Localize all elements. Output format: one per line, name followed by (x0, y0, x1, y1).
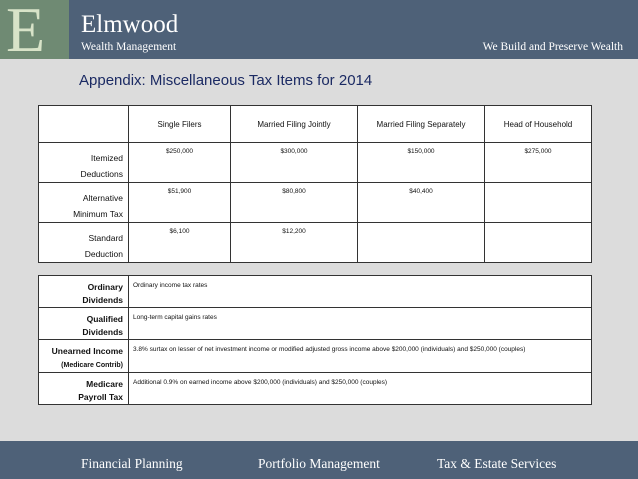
row-header: Itemized Deductions (39, 143, 129, 183)
table-cell: $300,000 (231, 143, 358, 183)
table-cell: $80,800 (231, 183, 358, 223)
logo (0, 0, 69, 65)
table-cell: $51,900 (129, 183, 231, 223)
table-cell: $150,000 (358, 143, 485, 183)
table-cell: $250,000 (129, 143, 231, 183)
table-cell (485, 183, 592, 223)
table-cell (485, 223, 592, 263)
row-header: Qualified Dividends (39, 308, 129, 340)
corner-cell (39, 106, 129, 143)
brand-name: Elmwood (81, 11, 179, 38)
row-header: Medicare Payroll Tax (39, 373, 129, 405)
table-row (39, 276, 592, 308)
table-row (39, 340, 592, 373)
table-row (39, 308, 592, 340)
table-row (39, 373, 592, 405)
footer-bar (0, 441, 638, 479)
row-header: Alternative Minimum Tax (39, 183, 129, 223)
table-cell: $12,200 (231, 223, 358, 263)
table-cell: 3.8% surtax on lesser of net investment income or modified adjusted gross income above $200,000 (individuals) and $250,000 (couples) (129, 340, 592, 373)
table-cell: Ordinary income tax rates (129, 276, 592, 308)
row-header: Unearned Income (Medicare Contrib) (39, 340, 129, 373)
column-header: Single Filers (129, 106, 231, 143)
column-header: Married Filing Jointly (231, 106, 358, 143)
table-row (39, 183, 592, 223)
table-cell: Long-term capital gains rates (129, 308, 592, 340)
table-row (39, 143, 592, 183)
logo-letter: E (6, 0, 46, 65)
column-header: Head of Household (485, 106, 592, 143)
table-row (39, 223, 592, 263)
page-title: Appendix: Miscellaneous Tax Items for 2014 (79, 72, 373, 89)
income-tax-table (38, 275, 592, 405)
row-header: Ordinary Dividends (39, 276, 129, 308)
tax-limits-table (38, 105, 592, 263)
footer-item-portfolio-management: Portfolio Management (258, 456, 380, 471)
table-cell: $6,100 (129, 223, 231, 263)
table-cell (358, 223, 485, 263)
column-header: Married Filing Separately (358, 106, 485, 143)
table-cell: $275,000 (485, 143, 592, 183)
table-cell: Additional 0.9% on earned income above $200,000 (individuals) and $250,000 (couples) (129, 373, 592, 405)
footer-item-tax-estate-services: Tax & Estate Services (437, 456, 557, 471)
brand-subtitle: Wealth Management (81, 41, 177, 53)
table-cell: $40,400 (358, 183, 485, 223)
header-bar (0, 0, 638, 65)
tagline: We Build and Preserve Wealth (482, 41, 623, 53)
row-header: Standard Deduction (39, 223, 129, 263)
footer-item-financial-planning: Financial Planning (81, 456, 183, 471)
table-header-row (39, 106, 592, 143)
